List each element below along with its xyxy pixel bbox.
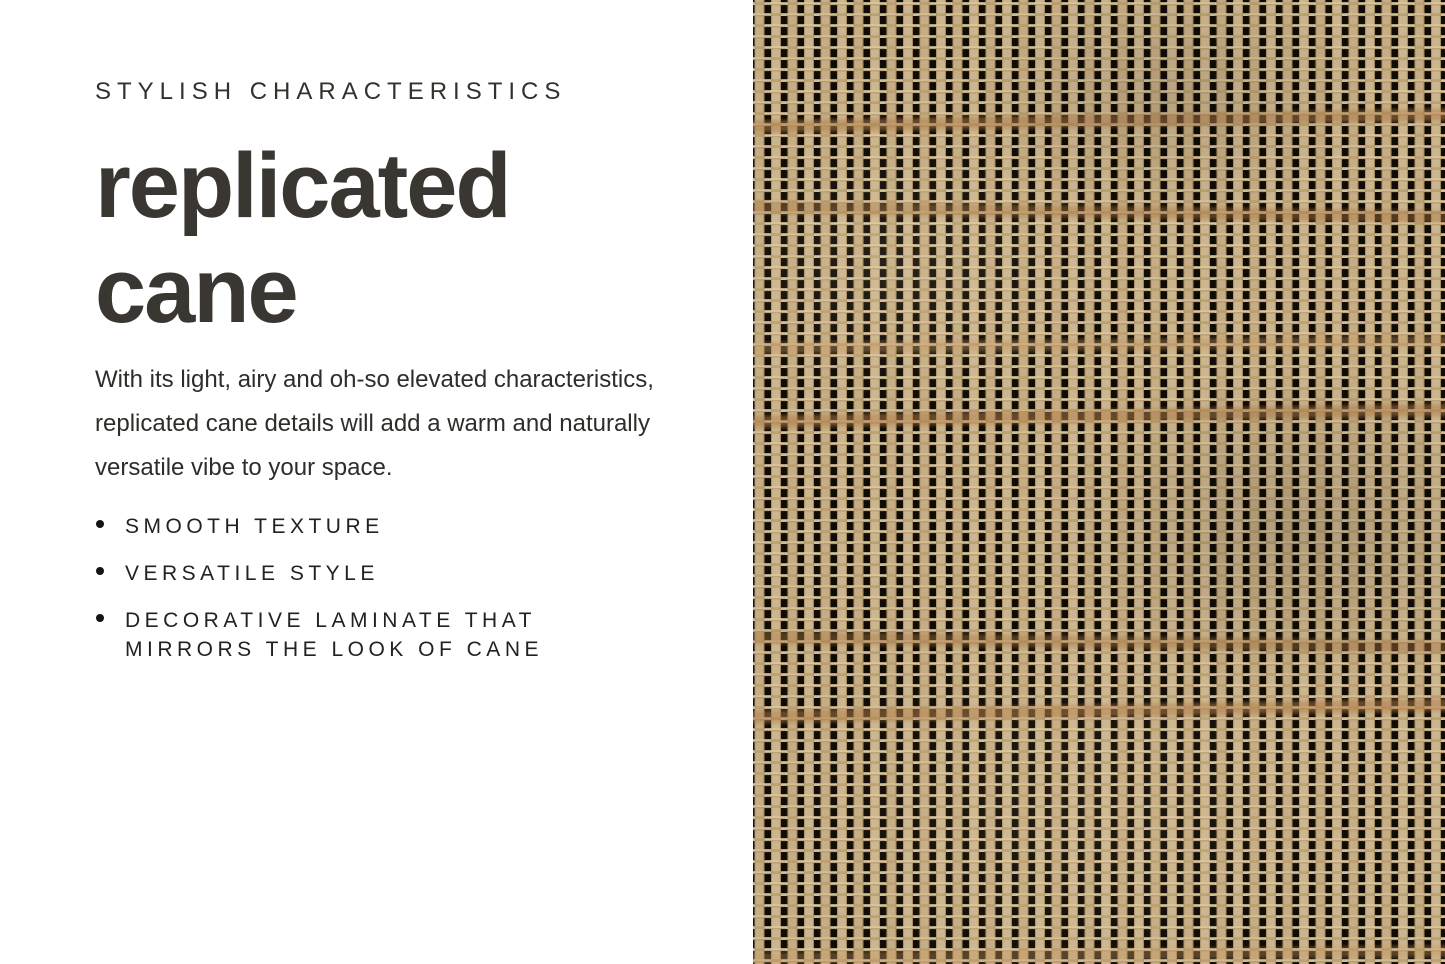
bullet-dot-icon xyxy=(96,567,104,575)
feature-label: DECORATIVE LAMINATE THAT MIRRORS THE LOOK OF CANE xyxy=(125,609,543,661)
cane-weave-pattern xyxy=(753,0,1445,964)
bullet-dot-icon xyxy=(96,520,104,528)
eyebrow-heading: STYLISH CHARACTERISTICS xyxy=(95,78,567,105)
page-title: replicated cane xyxy=(95,135,510,342)
feature-list xyxy=(95,512,693,664)
list-item xyxy=(95,606,693,664)
bullet-dot-icon xyxy=(96,614,104,622)
description-text: With its light, airy and oh-so elevated characteristics, replicated cane details will add a warm and naturally versatile vibe to your space. xyxy=(95,366,654,481)
feature-label: VERSATILE STYLE xyxy=(125,562,379,585)
list-item xyxy=(95,559,693,588)
list-item xyxy=(95,512,693,541)
cane-texture-image xyxy=(753,0,1445,964)
feature-label: SMOOTH TEXTURE xyxy=(125,515,384,538)
